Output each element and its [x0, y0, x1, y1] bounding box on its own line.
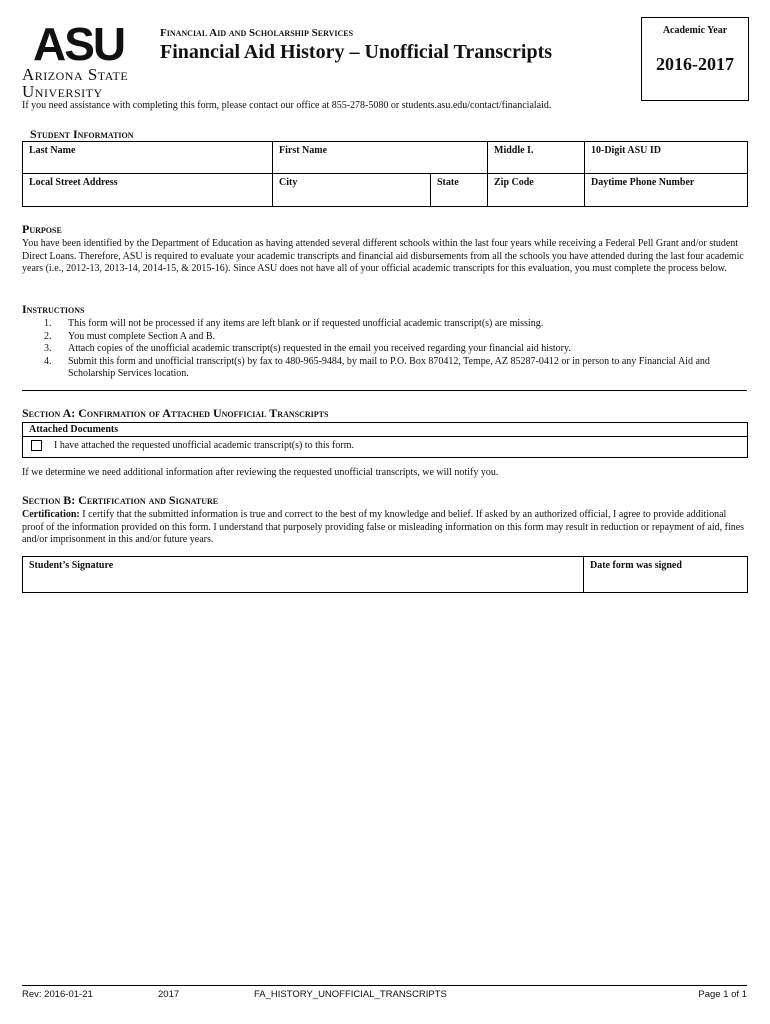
instruction-item: 4. Submit this form and unofficial transcript(s) by fax to 480-965-9484, by mail to P.O. Box 870412, Tempe, AZ 85287-0412 or in person to any Financial Aid and Scholarship Services location. [44, 355, 710, 379]
section-divider [22, 390, 747, 391]
footer-year: 2017 [158, 989, 180, 1000]
logo-line-2: University [22, 82, 103, 101]
attached-checkbox[interactable] [31, 440, 42, 451]
asu-id-field[interactable]: 10-Digit ASU ID [585, 142, 748, 174]
street-address-field[interactable]: Local Street Address [23, 174, 273, 207]
attached-checkbox-label: I have attached the requested unofficial academic transcript(s) to this form. [54, 440, 354, 451]
zip-code-field[interactable]: Zip Code [488, 174, 585, 207]
attached-documents-box [22, 422, 748, 458]
instruction-item: 1. This form will not be processed if any items are left blank or if requested unofficial academic transcript(s) are missing. [44, 318, 544, 329]
last-name-field[interactable]: Last Name [23, 142, 273, 174]
signature-table [22, 556, 748, 593]
city-field[interactable]: City [273, 174, 431, 207]
purpose-heading: Purpose [22, 222, 62, 236]
instruction-item: 2. You must complete Section A and B. [44, 330, 216, 342]
academic-year-value: 2016-2017 [656, 54, 734, 74]
middle-initial-field[interactable]: Middle I. [488, 142, 585, 174]
certification-text [22, 509, 748, 547]
asu-logo-mark: ASU [33, 20, 125, 64]
attached-documents-label: Attached Documents [23, 423, 747, 437]
student-info-heading: Student Information [30, 127, 134, 141]
first-name-field[interactable]: First Name [273, 142, 488, 174]
phone-field[interactable]: Daytime Phone Number [585, 174, 748, 207]
form-title: Financial Aid History – Unofficial Transcripts [160, 41, 553, 63]
section-b-heading: Section B: Certification and Signature [22, 493, 219, 507]
department-name: Financial Aid and Scholarship Services [160, 27, 354, 39]
academic-year-label: Academic Year [662, 25, 728, 36]
instruction-item: 3. Attach copies of the unofficial academic transcript(s) requested in the email you received regarding your financial aid history. [44, 343, 571, 354]
signature-field[interactable]: Student’s Signature [23, 557, 584, 593]
footer-page-number: Page 1 of 1 [698, 989, 747, 1000]
footer-rev: Rev: 2016-01-21 [22, 989, 93, 1000]
footer-divider [22, 985, 747, 986]
section-a-note: If we determine we need additional information after reviewing the requested unofficial transcripts, we will notify you. [22, 467, 499, 478]
footer-form-id: FA_HISTORY_UNOFFICIAL_TRANSCRIPTS [254, 989, 447, 1000]
section-a-heading: Section A: Confirmation of Attached Unofficial Transcripts [22, 406, 329, 420]
state-field[interactable]: State [431, 174, 488, 207]
academic-year-box [641, 17, 749, 101]
purpose-text: You have been identified by the Department of Education as having attended several different schools within the last four years while receiving a Federal Pell Grant and/or student Direct Loans. Therefore, ASU is required to evaluate your academic transcripts and financial aid disbursements from all the schools you have attended during the last four academic years (i.e., 2012-13, 2013-14, 2014-15, & 2015-16). Since ASU does not have all of your official academic transcripts for this evaluation, you must complete the process below. [22, 238, 744, 274]
assistance-text: If you need assistance with completing this form, please contact our office at 855-278-5080 or students.asu.edu/contact/financialaid. [22, 100, 552, 111]
logo-line-1: Arizona State [22, 65, 129, 84]
asu-logo [33, 20, 125, 64]
date-signed-field[interactable]: Date form was signed [584, 557, 748, 593]
student-info-table [22, 141, 748, 207]
certification-label: Certification: [22, 509, 80, 520]
instructions-heading: Instructions [22, 302, 85, 316]
instructions-list [44, 318, 748, 381]
certification-body: I certify that the submitted information is true and correct to the best of my knowledge and belief. If asked by an authorized official, I agree to provide additional proof of the information provided on this form. I understand that purposely providing false or misleading information on this form may result in reduction or repayment of aid, fines and/or imprisonment in this and/or future years. [22, 509, 745, 545]
